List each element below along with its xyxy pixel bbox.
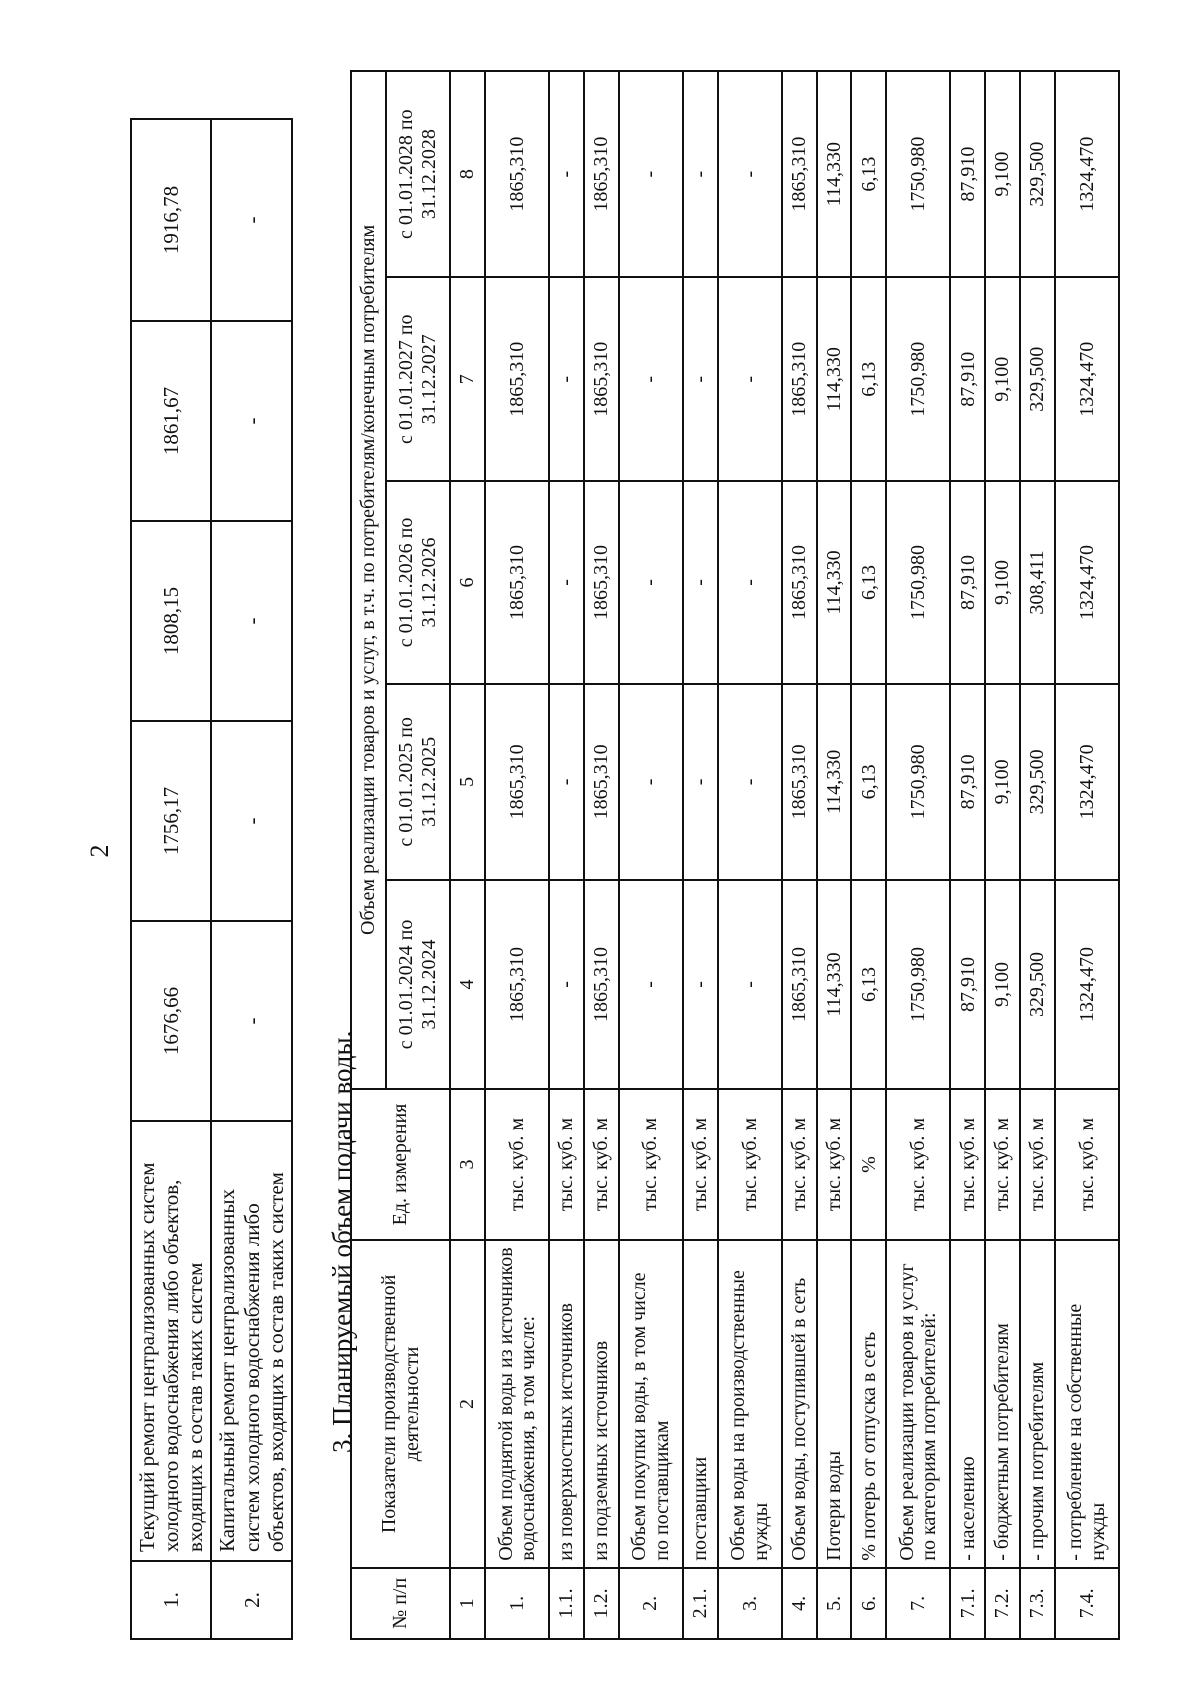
row-number: 7.3. — [1020, 1568, 1055, 1639]
header-period: с 01.01.2024 по 31.12.2024 — [386, 880, 450, 1089]
row-label: Потери воды — [817, 1240, 852, 1568]
cell-value: 114,330 — [817, 880, 852, 1089]
table-row — [584, 71, 619, 1639]
cell-value: 6,13 — [851, 684, 886, 880]
row-label: Объем воды на производственные нужды — [718, 1240, 782, 1568]
cell-value: - — [549, 481, 584, 684]
row-unit: тыс. куб. м — [683, 1089, 718, 1240]
cell-value: - — [549, 71, 584, 277]
header-period: с 01.01.2027 по 31.12.2027 — [386, 277, 450, 481]
row-label: поставщики — [683, 1240, 718, 1568]
cell-value: - — [619, 71, 683, 277]
cell-value: 1865,310 — [584, 277, 619, 481]
table-row — [886, 71, 950, 1639]
cell-value: - — [619, 277, 683, 481]
cell-value: 6,13 — [851, 481, 886, 684]
row-unit: % — [851, 1089, 886, 1240]
table-row — [619, 71, 683, 1639]
cell-value: 9,100 — [985, 71, 1020, 277]
cell-value: 114,330 — [817, 684, 852, 880]
column-number: 5 — [450, 684, 485, 880]
table-row — [817, 71, 852, 1639]
page-number: 2 — [85, 844, 114, 858]
cell-value: 1865,310 — [485, 71, 549, 277]
cell-value: 87,910 — [950, 481, 985, 684]
cell-value: 87,910 — [950, 71, 985, 277]
cell-value: 1865,310 — [485, 684, 549, 880]
row-unit: тыс. куб. м — [718, 1089, 782, 1240]
cell-value: 1865,310 — [584, 71, 619, 277]
row-unit: тыс. куб. м — [782, 1089, 817, 1240]
cell-value: 1865,310 — [782, 684, 817, 880]
row-number: 7.2. — [985, 1568, 1020, 1639]
cell-value: - — [683, 481, 718, 684]
cell-value: 1865,310 — [782, 880, 817, 1089]
cell-value: - — [549, 880, 584, 1089]
row-unit: тыс. куб. м — [1055, 1089, 1119, 1240]
cell-value: 1750,980 — [886, 481, 950, 684]
row-unit: тыс. куб. м — [584, 1089, 619, 1240]
row-unit: тыс. куб. м — [950, 1089, 985, 1240]
cell-value: 6,13 — [851, 71, 886, 277]
row-label: Объем реализации товаров и услуг по категориям потребителей: — [886, 1240, 950, 1568]
cell-value: - — [683, 684, 718, 880]
cell-value: 1865,310 — [782, 277, 817, 481]
cell-value: 87,910 — [950, 277, 985, 481]
header-group: Объем реализации товаров и услуг, в т.ч. по потребителям/конечным потребителям — [351, 71, 386, 1089]
cell-value: - — [211, 721, 291, 921]
cell-value: 1916,78 — [131, 119, 211, 321]
cell-value: 1865,310 — [485, 880, 549, 1089]
row-number: 3. — [718, 1568, 782, 1639]
water-table-body — [485, 71, 1119, 1639]
row-number: 1. — [131, 1561, 211, 1639]
cell-value: - — [619, 684, 683, 880]
cell-value: 1808,15 — [131, 521, 211, 721]
cell-value: 1324,470 — [1055, 277, 1119, 481]
row-number: 7. — [886, 1568, 950, 1639]
row-number: 5. — [817, 1568, 852, 1639]
cell-value: 1865,310 — [782, 71, 817, 277]
cell-value: 1750,980 — [886, 71, 950, 277]
header-unit: Ед. измерения — [351, 1089, 450, 1240]
cell-value: 1865,310 — [584, 880, 619, 1089]
row-label: Объем покупки воды, в том числе по поставщикам — [619, 1240, 683, 1568]
table-row — [549, 71, 584, 1639]
row-number: 7.4. — [1055, 1568, 1119, 1639]
cell-value: - — [549, 277, 584, 481]
row-number: 4. — [782, 1568, 817, 1639]
table-row — [950, 71, 985, 1639]
water-supply-table — [350, 70, 1120, 1640]
cell-value: 87,910 — [950, 684, 985, 880]
cell-value: 87,910 — [950, 880, 985, 1089]
cell-value: - — [718, 880, 782, 1089]
cell-value: - — [718, 684, 782, 880]
row-number: 2. — [619, 1568, 683, 1639]
cell-value: 1750,980 — [886, 880, 950, 1089]
cell-value: 6,13 — [851, 277, 886, 481]
cell-value: 9,100 — [985, 481, 1020, 684]
row-label: из подземных источников — [584, 1240, 619, 1568]
cell-value: - — [619, 880, 683, 1089]
cell-value: - — [683, 880, 718, 1089]
cell-value: 1324,470 — [1055, 481, 1119, 684]
cell-value: 9,100 — [985, 880, 1020, 1089]
cell-value: 1676,66 — [131, 921, 211, 1121]
row-label: Объем поднятой воды из источников водоснабжения, в том числе: — [485, 1240, 549, 1568]
table-row — [851, 71, 886, 1639]
row-label: - прочим потребителям — [1020, 1240, 1055, 1568]
row-label: - потребление на собственные нужды — [1055, 1240, 1119, 1568]
cell-value: 1865,310 — [485, 277, 549, 481]
table-row — [1055, 71, 1119, 1639]
cell-value: 114,330 — [817, 481, 852, 684]
row-label: Текущий ремонт централизованных систем холодного водоснабжения либо объектов, входящих в состав таких систем — [131, 1121, 211, 1561]
table-row — [718, 71, 782, 1639]
row-number: 2.1. — [683, 1568, 718, 1639]
table-row — [683, 71, 718, 1639]
row-label: Объем воды, поступившей в сеть — [782, 1240, 817, 1568]
column-number: 1 — [450, 1568, 485, 1639]
column-numbers-row — [450, 71, 485, 1639]
cell-value: 1324,470 — [1055, 71, 1119, 277]
table-row — [485, 71, 549, 1639]
header-indicator: Показатели производственной деятельности — [351, 1240, 450, 1568]
table-row — [131, 119, 211, 1639]
header-period: с 01.01.2026 по 31.12.2026 — [386, 481, 450, 684]
row-label: % потерь от отпуска в сеть — [851, 1240, 886, 1568]
table-row — [782, 71, 817, 1639]
row-label: - населению — [950, 1240, 985, 1568]
cell-value: - — [211, 521, 291, 721]
table-row — [1020, 71, 1055, 1639]
column-number: 4 — [450, 880, 485, 1089]
cell-value: - — [718, 481, 782, 684]
row-number: 2. — [211, 1561, 291, 1639]
cell-value: 1861,67 — [131, 321, 211, 521]
row-label: из поверхностных источников — [549, 1240, 584, 1568]
table-row — [985, 71, 1020, 1639]
cell-value: - — [211, 321, 291, 521]
cell-value: 114,330 — [817, 277, 852, 481]
cell-value: 9,100 — [985, 277, 1020, 481]
row-label: - бюджетным потребителям — [985, 1240, 1020, 1568]
cell-value: 308,411 — [1020, 481, 1055, 684]
column-number: 3 — [450, 1089, 485, 1240]
row-number: 1. — [485, 1568, 549, 1639]
row-number: 1.2. — [584, 1568, 619, 1639]
section-title: 3. Планируемый объем подачи воды. — [327, 1030, 357, 1453]
row-label: Капитальный ремонт централизованных систем холодного водоснабжения либо объектов, входящих в состав таких систем — [211, 1121, 291, 1561]
cell-value: 1865,310 — [782, 481, 817, 684]
cell-value: 1750,980 — [886, 277, 950, 481]
cell-value: - — [211, 119, 291, 321]
cell-value: 9,100 — [985, 684, 1020, 880]
cell-value: 1756,17 — [131, 721, 211, 921]
header-row — [351, 71, 386, 1639]
cell-value: 1865,310 — [485, 481, 549, 684]
column-number: 6 — [450, 481, 485, 684]
repair-costs-table — [130, 118, 293, 1640]
cell-value: 114,330 — [817, 71, 852, 277]
row-number: 6. — [851, 1568, 886, 1639]
cell-value: - — [549, 684, 584, 880]
cell-value: 329,500 — [1020, 880, 1055, 1089]
column-number: 8 — [450, 71, 485, 277]
row-unit: тыс. куб. м — [817, 1089, 852, 1240]
table-row — [211, 119, 291, 1639]
cell-value: - — [683, 71, 718, 277]
header-num: № п/п — [351, 1568, 450, 1639]
column-number: 2 — [450, 1240, 485, 1568]
row-unit: тыс. куб. м — [886, 1089, 950, 1240]
cell-value: 1324,470 — [1055, 684, 1119, 880]
row-number: 1.1. — [549, 1568, 584, 1639]
cell-value: - — [683, 277, 718, 481]
cell-value: 1865,310 — [584, 481, 619, 684]
cell-value: - — [718, 277, 782, 481]
row-number: 7.1. — [950, 1568, 985, 1639]
row-unit: тыс. куб. м — [619, 1089, 683, 1240]
header-period: с 01.01.2025 по 31.12.2025 — [386, 684, 450, 880]
cell-value: 329,500 — [1020, 71, 1055, 277]
cell-value: 6,13 — [851, 880, 886, 1089]
cell-value: 329,500 — [1020, 277, 1055, 481]
header-period: с 01.01.2028 по 31.12.2028 — [386, 71, 450, 277]
row-unit: тыс. куб. м — [549, 1089, 584, 1240]
row-unit: тыс. куб. м — [485, 1089, 549, 1240]
cell-value: 329,500 — [1020, 684, 1055, 880]
cell-value: - — [211, 921, 291, 1121]
cell-value: - — [718, 71, 782, 277]
row-unit: тыс. куб. м — [985, 1089, 1020, 1240]
cell-value: 1865,310 — [584, 684, 619, 880]
cell-value: 1324,470 — [1055, 880, 1119, 1089]
column-number: 7 — [450, 277, 485, 481]
cell-value: - — [619, 481, 683, 684]
cell-value: 1750,980 — [886, 684, 950, 880]
row-unit: тыс. куб. м — [1020, 1089, 1055, 1240]
